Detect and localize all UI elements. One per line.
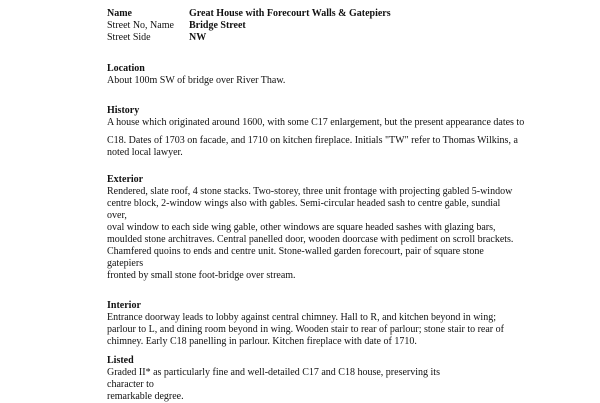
location-line: About 100m SW of bridge over River Thaw. [107, 75, 286, 86]
exterior-line: gatepiers [107, 258, 144, 269]
interior-line: Entrance doorway leads to lobby against central chimney. Hall to R, and kitchen beyond in wing; [107, 312, 496, 323]
side-label: Street Side [107, 32, 151, 43]
exterior-line: Rendered, slate roof, 4 stone stacks. Two-storey, three unit frontage with projecting gabled 5-window [107, 186, 513, 197]
exterior-line: moulded stone architraves. Central panelled door, wooden doorcase with pediment on scroll brackets. [107, 234, 514, 245]
history-section [107, 105, 527, 159]
name-label: Name [107, 8, 132, 19]
exterior-section [107, 174, 527, 282]
history-line: C18. Dates of 1703 on facade, and 1710 on kitchen fireplace. Initials "TW" refer to Thomas Wilkins, a [107, 135, 518, 146]
exterior-line: Chamfered quoins to ends and centre unit. Stone-walled garden forecourt, pair of square stone [107, 246, 484, 257]
interior-line: parlour to L, and dining room beyond in wing. Wooden stair to rear of parlour; stone stair to rear of [107, 324, 504, 335]
street-label: Street No, Name [107, 20, 174, 31]
listed-line: Graded II* as particularly fine and well-detailed C17 and C18 house, preserving its [107, 367, 440, 378]
location-heading: Location [107, 63, 145, 74]
history-line: noted local lawyer. [107, 147, 183, 158]
location-section [107, 63, 527, 87]
exterior-line: oval window to each side wing gable, other windows are square headed sashes with glazing bars, [107, 222, 496, 233]
listed-line: character to [107, 379, 154, 390]
history-line: A house which originated around 1600, with some C17 enlargement, but the present appearance dates to [107, 117, 525, 128]
listed-heading: Listed [107, 355, 134, 366]
history-heading: History [107, 105, 140, 116]
exterior-line: over, [107, 210, 127, 221]
name-value: Great House with Forecourt Walls & Gatepiers [189, 8, 391, 19]
record-header [107, 8, 391, 44]
interior-section [107, 300, 527, 348]
interior-heading: Interior [107, 300, 141, 311]
side-value: NW [189, 32, 207, 43]
exterior-heading: Exterior [107, 174, 144, 185]
name-row [107, 8, 391, 20]
exterior-line: fronted by small stone foot-bridge over stream. [107, 270, 296, 281]
listed-section [107, 355, 527, 403]
interior-line: chimney. Early C18 panelling in parlour. Kitchen fireplace with date of 1710. [107, 336, 417, 347]
street-row [107, 20, 391, 32]
listed-line: remarkable degree. [107, 391, 184, 402]
street-value: Bridge Street [189, 20, 246, 31]
side-row [107, 32, 391, 44]
exterior-line: centre block, 2-window wings also with gables. Semi-circular headed sash to centre gable, sundial [107, 198, 501, 209]
